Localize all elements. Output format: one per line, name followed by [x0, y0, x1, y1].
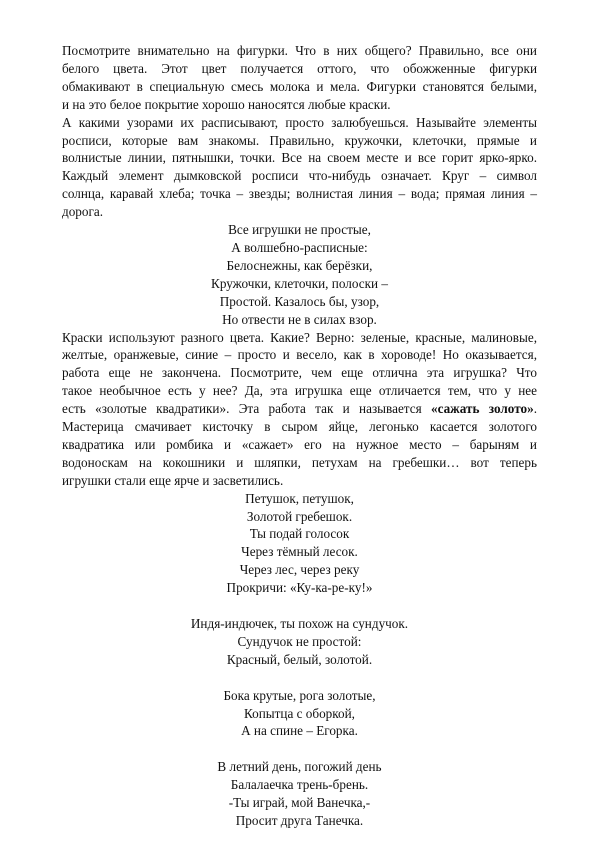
- text-line: водоноскам на кокошники и шляпки, петухам на гребешки… вот теперь: [62, 454, 537, 470]
- verse-line: Золотой гребешок.: [246, 508, 353, 524]
- verse-line: Балалаечка трень-брень.: [230, 777, 369, 793]
- text-line: Каждый элемент дымковской росписи что-нибудь означает. Круг – символ: [62, 168, 537, 184]
- stanza-gap: [62, 740, 537, 758]
- text-fragment: есть «золотые квадратики». Эта работа так и называется: [62, 401, 431, 417]
- verse-line: Индя-индючек, ты похож на сундучок.: [190, 615, 409, 631]
- text-line: [62, 400, 537, 418]
- text-line: волнистые линии, пятнышки, точки. Все на своем месте и все горит ярко-ярко.: [62, 150, 537, 166]
- text-line: такое необычное есть у нее? Да, эта игрушка еще отличается тем, что у нее: [62, 383, 537, 399]
- text-line: игрушки стали еще ярче и засветились.: [62, 472, 284, 488]
- verse-line: Красный, белый, золотой.: [226, 651, 373, 667]
- verse-line: Но отвести не в силах взор.: [222, 311, 377, 327]
- stanza-gap: [62, 597, 537, 615]
- text-line: желтые, оранжевые, синие – просто и весело, как в хороводе! Но оказывается,: [62, 347, 537, 363]
- text-line: росписи, которые вам знакомы. Правильно, кружочки, клеточки, прямые и: [62, 132, 537, 148]
- verse-line: Сундучок не простой:: [237, 633, 362, 649]
- text-line: Краски используют разного цвета. Какие? Верно: зеленые, красные, малиновые,: [62, 329, 537, 345]
- text-fragment: .: [533, 401, 538, 417]
- verse-line: Ты подай голосок: [249, 526, 350, 542]
- text-line: квадратика или ромбика и «сажает» его на нужное место – барыням и: [62, 436, 537, 452]
- verse-line: Через лес, через реку: [239, 562, 360, 578]
- verse-line: Белоснежны, как берёзки,: [226, 257, 373, 273]
- verse-line: Прокричи: «Ку-ка-ре-ку!»: [226, 580, 373, 596]
- verse-goat: [62, 687, 537, 741]
- verse-line: В летний день, погожий день: [217, 759, 382, 775]
- text-line: обмакивают в специальную смесь молока и мела. Фигурки становятся белыми,: [62, 78, 537, 94]
- verse-toys: [62, 221, 537, 328]
- verse-line: Все игрушки не простые,: [228, 222, 371, 238]
- text-line: солнца, каравай хлеба; точка – звезды; волнистая линия – вода; прямая линия –: [62, 186, 537, 202]
- text-line: белого цвета. Этот цвет получается оттого, что обожженные фигурки: [62, 60, 537, 76]
- text-line: дорога.: [62, 204, 104, 220]
- verse-line: Просит друга Танечка.: [235, 812, 364, 828]
- verse-line: Бока крутые, рога золотые,: [223, 687, 376, 703]
- text-line: и на это белое покрытие хорошо наносятся любые краски.: [62, 96, 391, 112]
- text-line: Посмотрите внимательно на фигурки. Что в них общего? Правильно, все они: [62, 43, 537, 58]
- document-page: [62, 42, 537, 830]
- verse-line: -Ты играй, мой Ванечка,-: [228, 795, 371, 811]
- text-line: Мастерица смачивает кисточку в сыром яйце, легонько касается золотого: [62, 419, 537, 435]
- verse-line: Через тёмный лесок.: [241, 544, 358, 560]
- verse-line: Кружочки, клеточки, полоски –: [211, 275, 388, 291]
- verse-line: Простой. Казалось бы, узор,: [219, 293, 380, 309]
- verse-balalaika: [62, 758, 537, 830]
- verse-line: А на спине – Егорка.: [241, 723, 358, 739]
- verse-line: А волшебно-расписные:: [231, 239, 368, 255]
- verse-line: Петушок, петушок,: [245, 490, 354, 506]
- paragraph-patterns: [62, 114, 537, 221]
- text-line: работа еще не закончена. Посмотрите, чем еще отлична эта игрушка? Что: [62, 365, 537, 381]
- verse-rooster: [62, 490, 537, 597]
- paragraph-white-coating: [62, 42, 537, 114]
- paragraph-colors-gold: [62, 329, 537, 490]
- verse-turkey: [62, 615, 537, 669]
- verse-line: Копытца с оборкой,: [244, 705, 355, 721]
- stanza-gap: [62, 669, 537, 687]
- bold-term-sazhat-zoloto: «сажать золото»: [430, 401, 534, 417]
- text-line: А какими узорами их расписывают, просто залюбуешься. Называйте элементы: [62, 114, 537, 130]
